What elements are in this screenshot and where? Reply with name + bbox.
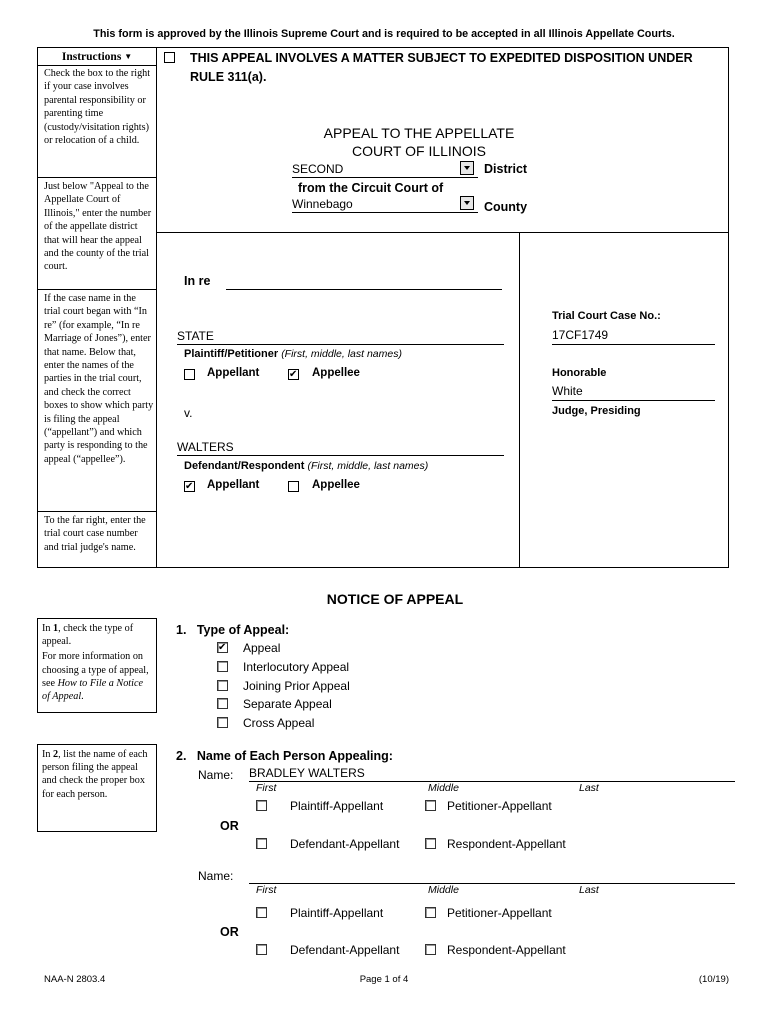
trial-info-divider	[519, 232, 520, 568]
appeal-type-cross-label: Cross Appeal	[243, 716, 315, 730]
appeal-type-interlocutory-label: Interlocutory Appeal	[243, 660, 350, 674]
in-re-field[interactable]	[226, 274, 502, 290]
approval-notice: This form is approved by the Illinois Supreme Court and is required to be accepted in all Illinois Appellate Courts.	[93, 28, 675, 40]
defendant-hint: (First, middle, last names)	[307, 460, 429, 472]
form-revision: (10/19)	[698, 974, 729, 985]
instruction-box-1	[37, 618, 157, 713]
chevron-down-icon: ▼	[124, 52, 133, 61]
caption-title-line1: APPEAL TO THE APPELLATE	[323, 125, 515, 141]
defendant-appellant-checkbox[interactable]	[184, 481, 195, 492]
instructions-header[interactable]	[37, 51, 157, 63]
defendant-name-field[interactable]	[177, 439, 504, 456]
section2-heading: 2. Name of Each Person Appealing:	[176, 749, 393, 763]
expedited-text-line1: THIS APPEAL INVOLVES A MATTER SUBJECT TO EXPEDITED DISPOSITION UNDER	[190, 51, 693, 65]
appeal-type-cross-checkbox[interactable]	[217, 717, 228, 728]
defendant-appellant-label: Appellant	[207, 479, 260, 491]
instruction-separator	[37, 289, 157, 290]
page-number: Page 1 of 4	[359, 974, 409, 985]
person2-petitioner-appellant-checkbox[interactable]	[425, 907, 436, 918]
plaintiff-name-field[interactable]	[177, 328, 504, 345]
notice-title: NOTICE OF APPEAL	[326, 591, 464, 607]
person1-defendant-appellant-label: Defendant-Appellant	[290, 837, 400, 851]
plaintiff-name: STATE	[177, 329, 214, 343]
chevron-down-icon[interactable]	[460, 196, 474, 210]
instruction-text: Just below "Appeal to the Appellate Court of Illinois," enter the number of the appellate district that will hear the appeal and the county of the trial court.	[44, 181, 152, 273]
honorable-label: Honorable	[552, 367, 607, 379]
appeal-type-interlocutory-checkbox[interactable]	[217, 661, 228, 672]
plaintiff-hint: (First, middle, last names)	[281, 348, 402, 360]
table-left-border	[37, 47, 38, 568]
case-no-field[interactable]	[552, 327, 715, 345]
instruction-separator	[37, 511, 157, 512]
appeal-type-appeal-checkbox[interactable]	[217, 642, 228, 653]
person1-plaintiff-appellant-label: Plaintiff-Appellant	[290, 799, 384, 813]
plaintiff-caption	[184, 348, 402, 360]
instruction-1-more: For more information on choosing a type of appeal, see How to File a Notice of Appeal.	[42, 651, 149, 703]
instruction-separator	[37, 177, 157, 178]
person1-defendant-appellant-checkbox[interactable]	[256, 838, 267, 849]
appeal-type-separate-label: Separate Appeal	[243, 697, 332, 711]
form-code: NAA-N 2803.4	[44, 974, 106, 985]
person2-name-label: Name:	[198, 869, 234, 883]
person1-first-label: First	[256, 782, 277, 794]
county-label: County	[484, 200, 528, 214]
defendant-appellee-checkbox[interactable]	[288, 481, 299, 492]
plaintiff-appellant-label: Appellant	[207, 367, 260, 379]
person2-respondent-appellant-label: Respondent-Appellant	[447, 943, 566, 957]
expedited-checkbox[interactable]	[164, 52, 175, 63]
chevron-down-icon[interactable]	[460, 161, 474, 175]
district-label: District	[484, 162, 528, 176]
person2-plaintiff-appellant-label: Plaintiff-Appellant	[290, 906, 384, 920]
defendant-appellee-label: Appellee	[312, 479, 360, 491]
person1-name-field[interactable]	[249, 765, 735, 782]
case-no-value: 17CF1749	[552, 328, 609, 342]
person1-plaintiff-appellant-checkbox[interactable]	[256, 800, 267, 811]
expedited-text-line2: RULE 311(a).	[190, 70, 267, 84]
plaintiff-appellant-checkbox[interactable]	[184, 369, 195, 380]
judge-field[interactable]	[552, 383, 715, 401]
person1-name-label: Name:	[198, 768, 234, 782]
person1-respondent-appellant-label: Respondent-Appellant	[447, 837, 566, 851]
person2-defendant-appellant-checkbox[interactable]	[256, 944, 267, 955]
defendant-label: Defendant/Respondent	[184, 460, 305, 472]
appeal-type-separate-checkbox[interactable]	[217, 698, 228, 709]
person2-petitioner-appellant-label: Petitioner-Appellant	[447, 906, 552, 920]
table-bottom-border	[37, 567, 729, 568]
person1-or-label: OR	[220, 819, 239, 833]
from-circuit-label: from the Circuit Court of	[298, 181, 444, 195]
appeal-type-joining-checkbox[interactable]	[217, 680, 228, 691]
table-right-border	[728, 47, 729, 568]
instruction-box-2	[37, 744, 157, 832]
plaintiff-appellee-checkbox[interactable]	[288, 369, 299, 380]
person2-respondent-appellant-checkbox[interactable]	[425, 944, 436, 955]
plaintiff-appellee-label: Appellee	[312, 367, 360, 379]
case-no-label: Trial Court Case No.:	[552, 310, 661, 322]
presiding-label: Judge, Presiding	[552, 405, 641, 417]
county-select[interactable]	[292, 196, 478, 213]
person1-petitioner-appellant-checkbox[interactable]	[425, 800, 436, 811]
person2-defendant-appellant-label: Defendant-Appellant	[290, 943, 400, 957]
in-re-label: In re	[184, 274, 211, 288]
person2-name-field[interactable]	[249, 867, 735, 884]
district-select[interactable]	[292, 161, 478, 178]
table-top-border	[37, 47, 729, 48]
person2-first-label: First	[256, 884, 277, 896]
instruction-2-text: In 2, list the name of each person filing the appeal and check the proper box for each person.	[42, 749, 148, 800]
judge-value: White	[552, 384, 583, 398]
county-value: Winnebago	[292, 197, 353, 211]
versus-label: v.	[184, 406, 193, 420]
person1-middle-label: Middle	[428, 782, 459, 794]
instruction-text: If the case name in the trial court began with “In re” (for example, “In re Marriage of Jones”), enter that name. Below that, enter the names of the parties in the trial court, and check the correct boxes to show which party is filing the appeal (“appellant”) and which party is responding to the appeal (“appellee”).	[44, 293, 154, 465]
person1-last-label: Last	[579, 782, 599, 794]
person2-or-label: OR	[220, 925, 239, 939]
defendant-caption	[184, 460, 428, 472]
instructions-divider	[156, 47, 157, 568]
section1-heading: 1. Type of Appeal:	[176, 623, 290, 637]
instructions-header-rule	[37, 65, 157, 66]
instruction-1-text: In 1, check the type of appeal.	[42, 623, 134, 648]
caption-divider	[156, 232, 729, 233]
person1-respondent-appellant-checkbox[interactable]	[425, 838, 436, 849]
instruction-text: To the far right, enter the trial court case number and trial judge's name.	[44, 515, 146, 553]
instruction-text: Check the box to the right if your case involves parental responsibility or parenting time (custody/visitation rights) or relocation of a child.	[44, 68, 151, 147]
caption-title-line2: COURT OF ILLINOIS	[351, 143, 487, 159]
appeal-type-appeal-label: Appeal	[243, 641, 281, 655]
person1-petitioner-appellant-label: Petitioner-Appellant	[447, 799, 552, 813]
person2-last-label: Last	[579, 884, 599, 896]
person2-plaintiff-appellant-checkbox[interactable]	[256, 907, 267, 918]
defendant-name: WALTERS	[177, 440, 234, 454]
appeal-type-joining-label: Joining Prior Appeal	[243, 679, 350, 693]
caption-title	[290, 124, 548, 160]
person1-name-value: BRADLEY WALTERS	[249, 766, 365, 780]
person2-middle-label: Middle	[428, 884, 459, 896]
district-value: SECOND	[292, 162, 344, 176]
plaintiff-label: Plaintiff/Petitioner	[184, 348, 279, 360]
instructions-header-label: Instructions	[61, 51, 122, 63]
